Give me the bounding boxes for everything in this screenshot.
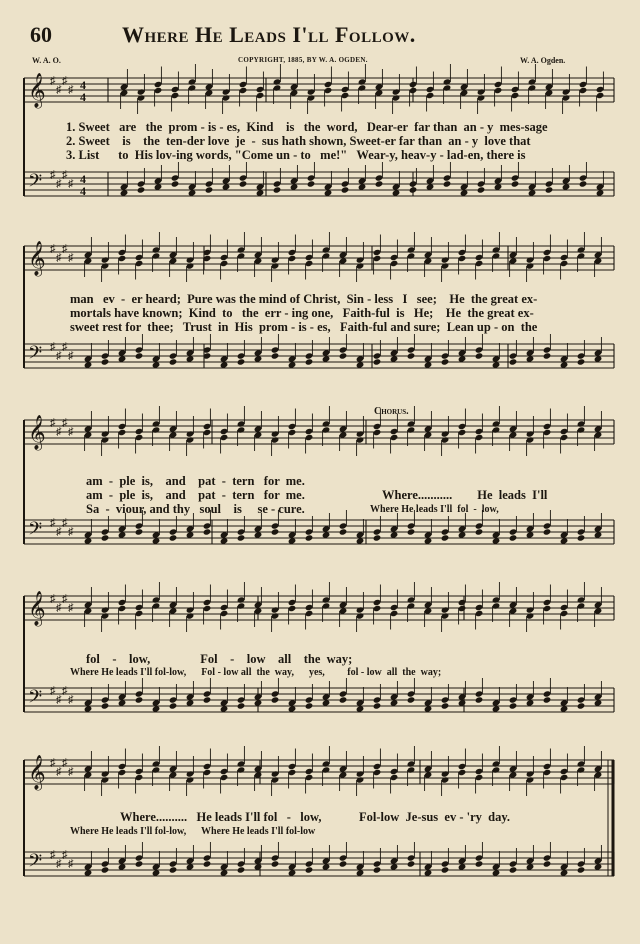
note-head [475, 860, 484, 867]
copyright-notice: COPYRIGHT, 1885, BY W. A. OGDEN. [238, 56, 368, 64]
note-head [579, 180, 588, 187]
note-head [373, 866, 382, 873]
author-initials: W. A. O. [32, 56, 61, 65]
note-head [169, 534, 178, 541]
treble-clef: 𝄞 [28, 591, 46, 626]
note-head [407, 696, 416, 703]
sharp-sign: ♯ [68, 426, 74, 438]
bass-clef: 𝄢 [28, 851, 43, 876]
sharp-sign: ♯ [50, 517, 56, 529]
note-head [441, 702, 450, 709]
sharp-sign: ♯ [56, 350, 62, 362]
sharp-sign: ♯ [62, 757, 68, 769]
sharp-sign: ♯ [68, 84, 74, 96]
bass-clef: 𝄢 [28, 171, 43, 196]
treble-clef: 𝄞 [28, 73, 46, 108]
note-head [237, 534, 246, 541]
time-signature: 4 [80, 90, 86, 104]
sharp-sign: ♯ [62, 593, 68, 605]
note-head [373, 534, 382, 541]
note-head [441, 358, 450, 365]
sharp-sign: ♯ [50, 75, 56, 87]
chorus-lyric-line2: Where He leads I'll fol - low, [370, 504, 499, 515]
chorus-lyric-line1: Where........... He leads I'll [382, 488, 548, 502]
note-head [101, 702, 110, 709]
note-head [135, 352, 144, 359]
note-head [475, 352, 484, 359]
hymn-title: Where He Leads I'll Follow. [122, 22, 416, 47]
system2-verse3: sweet rest for thee; Trust in His prom - is - es, Faith-ful and sure; Lean up - on the [70, 320, 538, 334]
sharp-sign: ♯ [68, 350, 74, 362]
sharp-sign: ♯ [56, 602, 62, 614]
sharp-sign: ♯ [50, 593, 56, 605]
sharp-sign: ♯ [50, 417, 56, 429]
system4-line2: Where He leads I'll fol-low, Fol - low all the way, yes, fol - low all the way; [70, 667, 442, 678]
bass-clef: 𝄢 [28, 343, 43, 368]
note-head [509, 358, 518, 365]
note-head [135, 696, 144, 703]
sharp-sign: ♯ [56, 178, 62, 190]
note-head [203, 528, 212, 535]
note-head [545, 186, 554, 193]
system1-verse1: 1. Sweet are the prom - is - es, Kind is the word, Dear-er far than an - y mes-sage [66, 120, 548, 134]
note-head [339, 528, 348, 535]
treble-clef: 𝄞 [28, 241, 46, 276]
note-head [271, 352, 280, 359]
note-head [305, 702, 314, 709]
note-head [577, 534, 586, 541]
note-head [341, 186, 350, 193]
sharp-sign: ♯ [68, 766, 74, 778]
note-head [203, 860, 212, 867]
system3-verse3: Sa - viour, and thy soul is se - cure. [86, 502, 305, 516]
sharp-sign: ♯ [50, 341, 56, 353]
note-head [375, 180, 384, 187]
note-head [305, 358, 314, 365]
sharp-sign: ♯ [50, 849, 56, 861]
sharp-sign: ♯ [68, 526, 74, 538]
note-head [577, 866, 586, 873]
note-head [543, 696, 552, 703]
note-head [101, 358, 110, 365]
sharp-sign: ♯ [56, 252, 62, 264]
sharp-sign: ♯ [68, 252, 74, 264]
sharp-sign: ♯ [50, 169, 56, 181]
note-head [101, 534, 110, 541]
note-head [305, 866, 314, 873]
time-signature: 4 [80, 78, 86, 92]
sharp-sign: ♯ [50, 757, 56, 769]
sharp-sign: ♯ [68, 178, 74, 190]
note-head [373, 702, 382, 709]
note-head [203, 696, 212, 703]
system2-verse1: man ev - er heard; Pure was the mind of Christ, Sin - less I see; He the great ex- [70, 292, 538, 306]
sharp-sign: ♯ [62, 685, 68, 697]
bass-clef: 𝄢 [28, 519, 43, 544]
system5-line1: Where.......... He leads I'll fol - low, Fol-low Je-sus ev - 'ry day. [120, 810, 511, 824]
composer-credit: W. A. Ogden. [520, 56, 566, 65]
note-head [339, 352, 348, 359]
sharp-sign: ♯ [56, 858, 62, 870]
system5-line2: Where He leads I'll fol-low, Where He leads I'll fol-low [70, 826, 316, 837]
note-head [509, 534, 518, 541]
note-head [373, 358, 382, 365]
note-head [339, 696, 348, 703]
sharp-sign: ♯ [68, 602, 74, 614]
note-head [511, 180, 520, 187]
sharp-sign: ♯ [50, 243, 56, 255]
note-head [407, 528, 416, 535]
sharp-sign: ♯ [62, 517, 68, 529]
sharp-sign: ♯ [62, 243, 68, 255]
note-head [137, 186, 146, 193]
sharp-sign: ♯ [56, 766, 62, 778]
note-head [543, 528, 552, 535]
sharp-sign: ♯ [68, 694, 74, 706]
note-head [307, 180, 316, 187]
note-head [407, 352, 416, 359]
sharp-sign: ♯ [56, 526, 62, 538]
note-head [271, 528, 280, 535]
time-signature: 4 [80, 184, 86, 198]
note-head [477, 186, 486, 193]
sharp-sign: ♯ [56, 84, 62, 96]
note-head [441, 534, 450, 541]
page-number: 60 [30, 22, 52, 47]
note-head [475, 528, 484, 535]
note-head [237, 702, 246, 709]
note-head [135, 860, 144, 867]
sharp-sign: ♯ [68, 858, 74, 870]
note-head [407, 860, 416, 867]
note-head [577, 702, 586, 709]
treble-clef: 𝄞 [28, 755, 46, 790]
note-head [271, 860, 280, 867]
sharp-sign: ♯ [62, 849, 68, 861]
sharp-sign: ♯ [56, 426, 62, 438]
note-head [339, 860, 348, 867]
sharp-sign: ♯ [62, 417, 68, 429]
note-head [409, 186, 418, 193]
note-head [577, 358, 586, 365]
note-head [273, 186, 282, 193]
system3-verse2: am - ple is, and pat - tern for me. [86, 488, 305, 502]
note-head [169, 702, 178, 709]
sharp-sign: ♯ [62, 341, 68, 353]
system1-verse3: 3. List to His lov-ing words, "Come un - to me!" Wear-y, heav-y - lad-en, there is [66, 148, 526, 162]
system4-line1: fol - low, Fol - low all the way; [86, 652, 353, 666]
note-head [101, 866, 110, 873]
note-head [543, 352, 552, 359]
treble-clef: 𝄞 [28, 415, 46, 450]
note-head [169, 866, 178, 873]
note-head [169, 358, 178, 365]
sharp-sign: ♯ [50, 685, 56, 697]
note-head [443, 180, 452, 187]
note-head [509, 866, 518, 873]
note-head [237, 866, 246, 873]
note-head [475, 696, 484, 703]
note-head [441, 866, 450, 873]
bass-clef: 𝄢 [28, 687, 43, 712]
system1-verse2: 2. Sweet is the ten-der love je - sus hath shown, Sweet-er far than an - y love that [66, 134, 531, 148]
note-head [271, 696, 280, 703]
system3-verse1: am - ple is, and pat - tern for me. [86, 474, 305, 488]
note-head [509, 702, 518, 709]
system2-verse2: mortals have known; Kind to the err - ing one, Faith-ful is He; He the great ex- [70, 306, 534, 320]
note-head [543, 860, 552, 867]
chorus-label: Chorus. [374, 406, 409, 417]
note-head [305, 534, 314, 541]
note-head [237, 358, 246, 365]
time-signature: 4 [80, 172, 86, 186]
note-head [205, 186, 214, 193]
sharp-sign: ♯ [62, 169, 68, 181]
note-head [135, 528, 144, 535]
sharp-sign: ♯ [62, 75, 68, 87]
note-head [171, 180, 180, 187]
sharp-sign: ♯ [56, 694, 62, 706]
note-head [239, 180, 248, 187]
